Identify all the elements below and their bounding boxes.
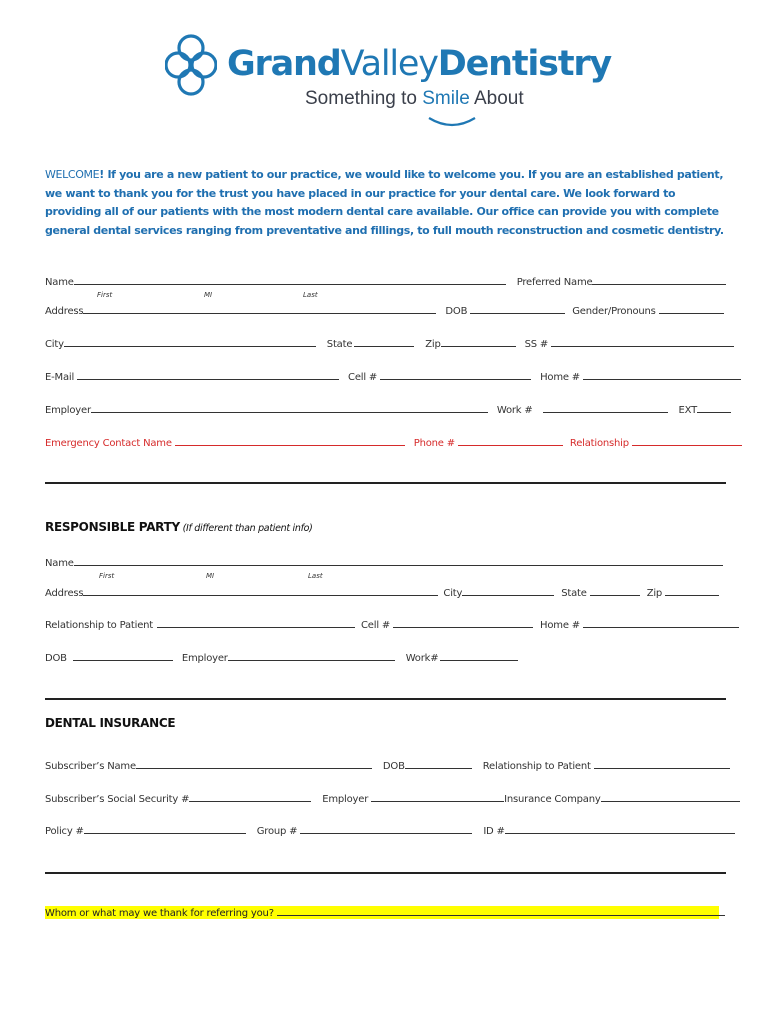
first-caption: First — [97, 291, 113, 299]
home-phone-field[interactable] — [583, 369, 741, 380]
insurance-company-field[interactable] — [601, 791, 740, 802]
patient-name-field[interactable] — [74, 274, 506, 285]
section-divider — [45, 698, 726, 700]
subscriber-ssn-field[interactable] — [189, 791, 311, 802]
policy-field[interactable] — [84, 823, 246, 834]
patient-address-row: Address DOB Gender/Pronouns — [45, 303, 724, 317]
responsible-city-field[interactable] — [462, 585, 554, 596]
dental-insurance-heading: DENTAL INSURANCE — [45, 716, 176, 730]
employer-field[interactable] — [91, 402, 488, 413]
work-phone-field[interactable] — [543, 402, 668, 413]
section-divider — [45, 872, 726, 874]
patient-name-row: Name Preferred Name — [45, 274, 726, 288]
zip-field[interactable] — [441, 336, 516, 347]
patient-employer-row: Employer Work # EXT — [45, 402, 731, 416]
practice-name: GrandValleyDentistry — [227, 44, 612, 84]
group-field[interactable] — [300, 823, 472, 834]
subscriber-employer-field[interactable] — [371, 791, 504, 802]
address-field[interactable] — [83, 303, 436, 314]
patient-contact-row: E-Mail Cell # Home # — [45, 369, 741, 383]
ext-field[interactable] — [697, 402, 731, 413]
responsible-state-field[interactable] — [590, 585, 640, 596]
city-field[interactable] — [64, 336, 316, 347]
mi-caption: MI — [204, 291, 213, 299]
last-caption: Last — [308, 572, 323, 580]
referral-field[interactable] — [277, 906, 725, 916]
responsible-party-heading: RESPONSIBLE PARTY (If different than patient info) — [45, 520, 313, 534]
section-divider — [45, 482, 726, 484]
emergency-contact-field[interactable] — [175, 435, 405, 446]
id-field[interactable] — [505, 823, 735, 834]
mi-caption: MI — [206, 572, 215, 580]
responsible-address-field[interactable] — [83, 585, 438, 596]
preferred-name-field[interactable] — [592, 274, 726, 285]
subscriber-dob-field[interactable] — [405, 758, 472, 769]
cell-field[interactable] — [380, 369, 531, 380]
dob-field[interactable] — [470, 303, 565, 314]
email-field[interactable] — [77, 369, 339, 380]
practice-tagline: Something to Smile About — [305, 88, 524, 109]
responsible-relationship-field[interactable] — [157, 617, 355, 628]
last-caption: Last — [303, 291, 318, 299]
subscriber-ssn-row: Subscriber’s Social Security # Employer Insurance Company — [45, 791, 740, 805]
patient-city-row: City State Zip SS # — [45, 336, 734, 350]
smile-curve-icon — [427, 116, 477, 130]
state-field[interactable] — [354, 336, 414, 347]
responsible-cell-field[interactable] — [393, 617, 533, 628]
emergency-contact-row: Emergency Contact Name Phone # Relationship — [45, 435, 742, 449]
emergency-relationship-field[interactable] — [632, 435, 742, 446]
referral-row: Whom or what may we thank for referring you? — [45, 906, 719, 919]
practice-logo — [165, 30, 612, 130]
responsible-home-field[interactable] — [583, 617, 739, 628]
responsible-name-field[interactable] — [74, 555, 723, 566]
gender-field[interactable] — [659, 303, 724, 314]
ss-field[interactable] — [551, 336, 734, 347]
interlocking-rings-icon — [165, 32, 217, 102]
subscriber-relationship-field[interactable] — [594, 758, 730, 769]
emergency-phone-field[interactable] — [458, 435, 563, 446]
responsible-work-field[interactable] — [440, 650, 518, 661]
subscriber-name-field[interactable] — [136, 758, 372, 769]
responsible-name-row: Name — [45, 555, 723, 569]
responsible-address-row: Address City State Zip — [45, 585, 719, 599]
welcome-paragraph: WELCOME! If you are a new patient to our practice, we would like to welcome you. If you are an established patient, we want to thank you for the trust you have placed in our practice for your dental care. We look forward to providing all of our patients with the most modern dental care available. Our office can provide you with complete general dental services ranging from preventative and fillings, to full mouth reconstruction and cosmetic dentistry. — [45, 168, 724, 237]
responsible-zip-field[interactable] — [665, 585, 719, 596]
policy-row: Policy # Group # ID # — [45, 823, 735, 837]
responsible-employer-field[interactable] — [228, 650, 395, 661]
first-caption: First — [99, 572, 115, 580]
subscriber-name-row: Subscriber’s Name DOB Relationship to Patient — [45, 758, 730, 772]
responsible-contact-row: Relationship to Patient Cell # Home # — [45, 617, 739, 631]
responsible-dob-field[interactable] — [73, 650, 173, 661]
responsible-dob-row: DOB Employer Work# — [45, 650, 518, 664]
